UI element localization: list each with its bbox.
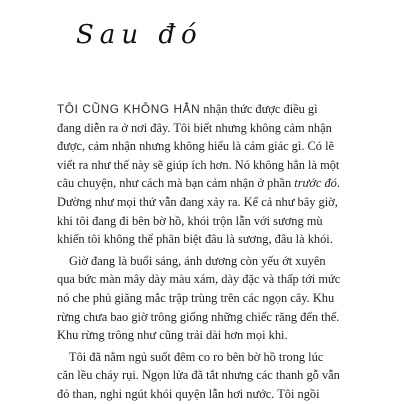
text-line: viết ra như thế này sẽ giúp ích hơn. Nó không hẳn là một [57,157,340,172]
text-line: rừng chưa bao giờ trông giống những chiếc răng đến thế. [57,309,340,324]
text-span: nhận thức được điều gì [200,102,318,116]
text-line: Giờ đang là buổi sáng, ánh dương còn yếu ớt xuyên [69,253,326,268]
paragraph-2 [57,252,349,345]
text-line: Dường như mọi thứ vẫn đang xảy ra. Kể cả như bây giờ, [57,194,338,209]
paragraph-1 [57,100,349,249]
text-line [57,174,349,193]
text-line: Tôi đã nằm ngủ suốt đêm co ro bên bờ hồ trong lúc [69,349,324,364]
paragraph-3 [57,348,349,404]
text-span: . [336,176,340,191]
text-line: được, cảm nhận nhưng không hiểu là cảm giác gì. Có lẽ [57,139,335,154]
italic-reference: trước đó [294,176,337,191]
text-line: khiến tôi không thể phân biệt đâu là sương, đâu là khói. [57,232,333,247]
text-line: Khu rừng trông như cũng trải dài hơn mọi khi. [57,328,288,343]
text-line: căn lều cháy rụi. Ngọn lửa đã tắt nhưng các thanh gỗ vẫn [57,368,340,383]
text-line [57,100,349,119]
text-span: câu chuyện, như cách mà bạn cảm nhận ở phần [57,176,295,191]
text-line: đang diễn ra ở nơi đây. Tôi biết nhưng không cảm nhận [57,120,332,135]
chapter-title: Sau đó [76,20,203,50]
text-line: khi tôi đang đi bên bờ hồ, khói trộn lẫn với sương mù [57,213,323,228]
text-line: đỏ than, nghi ngút khói quyện lẫn hơi nước. Tôi ngồi [57,386,320,401]
chapter-body [57,100,349,404]
text-line: qua bức màn mây dày màu xám, dày đặc và thấp tới mức [57,272,341,287]
text-line: nó che phủ giăng mắc trập trùng trên các ngọn cây. Khu [57,290,335,305]
lead-in-caps: TÔI CŨNG KHÔNG HẲN [57,102,201,116]
